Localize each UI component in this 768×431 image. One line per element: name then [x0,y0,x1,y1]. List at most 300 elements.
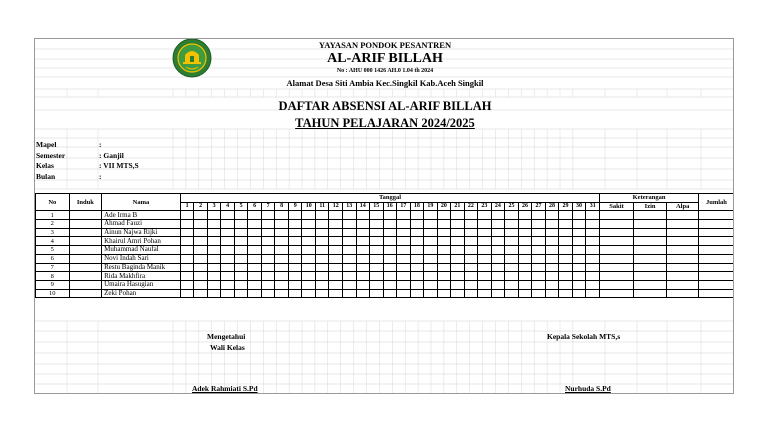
attendance-cell [518,220,532,229]
attendance-cell [491,289,505,298]
attendance-cell [572,237,586,246]
jumlah-cell [698,237,734,246]
attendance-cell [221,280,235,289]
attendance-cell [532,220,546,229]
meta-label-semester: Semester [36,151,66,160]
attendance-cell [532,237,546,246]
attendance-cell [545,280,559,289]
attendance-cell [464,263,478,272]
attendance-cell [288,280,302,289]
attendance-cell [410,289,424,298]
attendance-cell [397,280,411,289]
signature-left-heading: Mengetahui [207,332,246,341]
jumlah-cell [698,289,734,298]
attendance-cell [410,220,424,229]
student-induk [69,228,102,237]
table-row [36,246,735,255]
attendance-cell [207,254,221,263]
keterangan-cell-alpa [667,289,699,298]
header-day-11: 11 [315,202,329,211]
attendance-cell [545,237,559,246]
keterangan-cell-alpa [667,228,699,237]
attendance-cell [451,211,465,220]
header-day-13: 13 [343,202,357,211]
attendance-cell [234,254,248,263]
attendance-cell [261,280,275,289]
attendance-cell [261,246,275,255]
attendance-cell [343,254,357,263]
attendance-cell [261,220,275,229]
keterangan-cell-alpa [667,220,699,229]
keterangan-cell-sakit [600,272,634,281]
attendance-cell [356,272,370,281]
attendance-cell [478,263,492,272]
header-day-14: 14 [356,202,370,211]
attendance-cell [370,280,384,289]
table-row [36,272,735,281]
attendance-cell [221,228,235,237]
attendance-cell [451,263,465,272]
attendance-cell [194,237,208,246]
attendance-cell [288,228,302,237]
table-row [36,263,735,272]
keterangan-cell-sakit [600,237,634,246]
attendance-cell [221,263,235,272]
student-induk [69,289,102,298]
attendance-cell [586,228,600,237]
attendance-cell [207,280,221,289]
student-number: 7 [36,263,70,272]
header-day-5: 5 [234,202,248,211]
attendance-cell [478,237,492,246]
student-name: Khairul Amri Pohan [102,237,181,246]
attendance-cell [221,211,235,220]
student-induk [69,220,102,229]
keterangan-cell-sakit [600,220,634,229]
attendance-cell [451,289,465,298]
attendance-cell [221,237,235,246]
meta-value-bulan: : [99,172,102,181]
attendance-cell [288,289,302,298]
attendance-cell [180,220,194,229]
attendance-cell [329,211,343,220]
attendance-cell [437,228,451,237]
student-induk [69,211,102,220]
attendance-cell [397,228,411,237]
student-induk [69,280,102,289]
keterangan-cell-izin [633,211,667,220]
attendance-cell [559,272,573,281]
attendance-cell [410,272,424,281]
attendance-cell [397,220,411,229]
attendance-cell [410,254,424,263]
student-number: 10 [36,289,70,298]
attendance-cell [315,272,329,281]
table-row [36,280,735,289]
jumlah-cell [698,272,734,281]
student-number: 6 [36,254,70,263]
attendance-cell [180,263,194,272]
attendance-cell [207,237,221,246]
attendance-cell [180,280,194,289]
attendance-cell [356,228,370,237]
attendance-cell [383,289,397,298]
attendance-cell [518,211,532,220]
attendance-cell [248,289,262,298]
jumlah-cell [698,280,734,289]
student-number: 3 [36,228,70,237]
student-induk [69,272,102,281]
keterangan-cell-izin [633,263,667,272]
jumlah-cell [698,211,734,220]
attendance-cell [451,246,465,255]
attendance-cell [437,220,451,229]
attendance-cell [437,289,451,298]
attendance-cell [410,228,424,237]
header-day-9: 9 [288,202,302,211]
attendance-cell [261,211,275,220]
attendance-cell [383,263,397,272]
attendance-cell [545,289,559,298]
attendance-cell [343,220,357,229]
attendance-cell [532,211,546,220]
attendance-cell [315,289,329,298]
header-day-1: 1 [180,202,194,211]
attendance-cell [491,228,505,237]
attendance-cell [315,280,329,289]
attendance-cell [545,220,559,229]
attendance-cell [370,246,384,255]
attendance-cell [464,272,478,281]
table-row [36,237,735,246]
attendance-cell [572,228,586,237]
attendance-cell [545,246,559,255]
keterangan-cell-izin [633,272,667,281]
attendance-cell [532,246,546,255]
keterangan-cell-alpa [667,263,699,272]
attendance-cell [532,254,546,263]
signature-left-role: Wali Kelas [210,343,245,352]
signature-left-name: Adek Rahmiati S.Pd [192,384,258,393]
attendance-cell [424,289,438,298]
attendance-cell [315,211,329,220]
attendance-cell [491,211,505,220]
attendance-cell [370,272,384,281]
student-name: Ahmad Fauzi [102,220,181,229]
attendance-cell [478,228,492,237]
attendance-cell [572,272,586,281]
header-day-19: 19 [424,202,438,211]
attendance-cell [586,211,600,220]
attendance-cell [532,263,546,272]
attendance-sheet [34,38,734,394]
attendance-cell [410,280,424,289]
attendance-cell [410,263,424,272]
header-day-10: 10 [302,202,316,211]
attendance-cell [207,246,221,255]
attendance-cell [207,228,221,237]
attendance-cell [248,254,262,263]
attendance-cell [518,289,532,298]
attendance-cell [464,246,478,255]
attendance-cell [356,263,370,272]
attendance-cell [424,272,438,281]
student-number: 8 [36,272,70,281]
attendance-cell [288,254,302,263]
attendance-cell [343,263,357,272]
attendance-cell [302,263,316,272]
attendance-cell [437,280,451,289]
attendance-cell [518,272,532,281]
student-number: 9 [36,280,70,289]
attendance-cell [559,254,573,263]
jumlah-cell [698,263,734,272]
header-keterangan-sakit: Sakit [600,202,634,211]
attendance-cell [424,263,438,272]
attendance-cell [261,237,275,246]
attendance-cell [559,228,573,237]
attendance-cell [518,254,532,263]
attendance-cell [234,280,248,289]
attendance-cell [234,228,248,237]
attendance-cell [491,254,505,263]
attendance-cell [194,254,208,263]
attendance-cell [275,211,289,220]
keterangan-cell-sakit [600,228,634,237]
attendance-cell [234,237,248,246]
header-day-4: 4 [221,202,235,211]
attendance-cell [464,289,478,298]
attendance-cell [559,211,573,220]
attendance-cell [302,228,316,237]
keterangan-cell-izin [633,280,667,289]
attendance-cell [518,237,532,246]
attendance-cell [288,220,302,229]
attendance-cell [397,246,411,255]
header-day-3: 3 [207,202,221,211]
attendance-cell [397,272,411,281]
attendance-cell [505,254,519,263]
attendance-cell [329,289,343,298]
attendance-cell [248,237,262,246]
keterangan-cell-sakit [600,211,634,220]
attendance-cell [194,289,208,298]
meta-label-bulan: Bulan [36,172,56,181]
attendance-cell [491,272,505,281]
attendance-cell [532,228,546,237]
keterangan-cell-alpa [667,237,699,246]
attendance-cell [545,263,559,272]
attendance-cell [234,289,248,298]
attendance-cell [478,280,492,289]
student-induk [69,263,102,272]
attendance-cell [343,280,357,289]
attendance-cell [194,280,208,289]
attendance-cell [248,280,262,289]
attendance-cell [451,272,465,281]
meta-value-kelas: : VII MTS,S [99,161,139,170]
attendance-cell [505,246,519,255]
jumlah-cell [698,228,734,237]
attendance-cell [207,211,221,220]
attendance-cell [545,228,559,237]
attendance-cell [545,211,559,220]
header-jumlah: Jumlah [698,194,734,211]
header-keterangan-izin: Izin [633,202,667,211]
keterangan-cell-izin [633,289,667,298]
attendance-cell [329,272,343,281]
attendance-cell [383,211,397,220]
attendance-cell [464,237,478,246]
attendance-cell [397,263,411,272]
attendance-cell [329,246,343,255]
attendance-cell [491,246,505,255]
attendance-cell [315,263,329,272]
header-day-27: 27 [532,202,546,211]
attendance-cell [505,237,519,246]
keterangan-cell-alpa [667,254,699,263]
attendance-cell [437,246,451,255]
attendance-cell [356,280,370,289]
attendance-cell [478,289,492,298]
header-day-2: 2 [194,202,208,211]
attendance-cell [586,263,600,272]
attendance-cell [275,237,289,246]
attendance-cell [572,220,586,229]
attendance-cell [464,211,478,220]
attendance-cell [410,246,424,255]
attendance-cell [545,272,559,281]
attendance-cell [288,272,302,281]
attendance-cell [505,272,519,281]
attendance-cell [234,220,248,229]
table-row [36,289,735,298]
jumlah-cell [698,220,734,229]
student-name: Umaira Hasugian [102,280,181,289]
attendance-cell [275,220,289,229]
keterangan-cell-sakit [600,289,634,298]
student-induk [69,254,102,263]
attendance-cell [370,228,384,237]
keterangan-cell-sakit [600,263,634,272]
attendance-cell [329,254,343,263]
student-number: 2 [36,220,70,229]
attendance-cell [532,272,546,281]
attendance-cell [464,280,478,289]
attendance-cell [315,254,329,263]
document-subtitle: TAHUN PELAJARAN 2024/2025 [295,116,475,130]
attendance-cell [424,237,438,246]
attendance-cell [491,263,505,272]
attendance-cell [464,254,478,263]
keterangan-cell-izin [633,246,667,255]
attendance-cell [261,228,275,237]
header-day-23: 23 [478,202,492,211]
attendance-cell [451,237,465,246]
attendance-cell [275,246,289,255]
attendance-cell [180,254,194,263]
meta-value-semester: : Ganjil [99,151,124,160]
attendance-cell [234,246,248,255]
attendance-cell [315,220,329,229]
attendance-cell [505,263,519,272]
signature-right-name: Nurhuda S.Pd [565,384,611,393]
attendance-cell [343,211,357,220]
attendance-cell [261,272,275,281]
attendance-cell [248,263,262,272]
attendance-cell [370,220,384,229]
attendance-cell [315,228,329,237]
attendance-cell [478,211,492,220]
attendance-cell [370,263,384,272]
header-day-16: 16 [383,202,397,211]
attendance-cell [194,220,208,229]
attendance-cell [397,289,411,298]
attendance-cell [370,237,384,246]
attendance-cell [343,289,357,298]
header-day-12: 12 [329,202,343,211]
attendance-cell [491,237,505,246]
attendance-cell [383,237,397,246]
attendance-cell [329,263,343,272]
keterangan-cell-alpa [667,272,699,281]
attendance-cell [586,289,600,298]
header-keterangan-alpa: Alpa [667,202,699,211]
attendance-cell [261,254,275,263]
attendance-cell [370,211,384,220]
attendance-cell [572,263,586,272]
attendance-cell [545,254,559,263]
attendance-cell [356,211,370,220]
attendance-cell [586,246,600,255]
school-name: AL-ARIF BILLAH [327,51,443,66]
meta-label-mapel: Mapel [36,140,57,149]
attendance-cell [505,289,519,298]
attendance-cell [288,246,302,255]
attendance-cell [478,246,492,255]
attendance-cell [424,280,438,289]
header-day-8: 8 [275,202,289,211]
keterangan-cell-sakit [600,246,634,255]
attendance-cell [586,272,600,281]
attendance-cell [261,263,275,272]
attendance-cell [275,289,289,298]
attendance-cell [572,280,586,289]
attendance-cell [180,211,194,220]
attendance-cell [248,246,262,255]
attendance-cell [356,220,370,229]
attendance-cell [424,211,438,220]
foundation-name: YAYASAN PONDOK PESANTREN [318,40,452,50]
attendance-cell [370,289,384,298]
header-day-18: 18 [410,202,424,211]
attendance-cell [221,246,235,255]
header-day-26: 26 [518,202,532,211]
header-day-25: 25 [505,202,519,211]
attendance-cell [180,228,194,237]
keterangan-cell-alpa [667,246,699,255]
keterangan-cell-izin [633,220,667,229]
attendance-cell [180,272,194,281]
attendance-cell [518,228,532,237]
attendance-cell [221,289,235,298]
header-day-17: 17 [397,202,411,211]
attendance-cell [559,237,573,246]
header-day-7: 7 [261,202,275,211]
attendance-cell [221,254,235,263]
attendance-cell [288,263,302,272]
header-day-20: 20 [437,202,451,211]
